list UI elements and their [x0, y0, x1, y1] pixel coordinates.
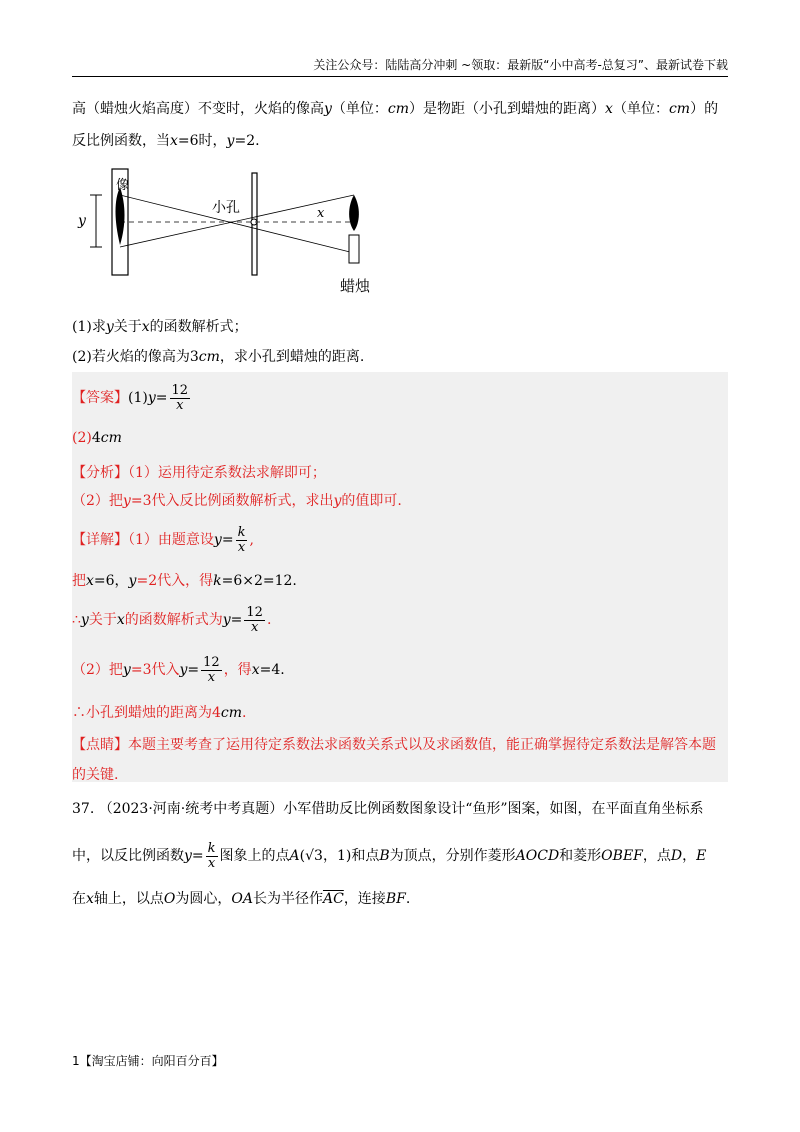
point-O: O [163, 891, 176, 907]
var-y: y [324, 101, 332, 117]
problem-text: ，连接 [343, 891, 386, 907]
answer-value: 4 [91, 430, 101, 446]
hole-label: 小孔 [212, 200, 240, 216]
var-x: x [86, 891, 94, 907]
arc-AC: $\overline{AC}$ [322, 891, 344, 907]
analysis-text: =3代入反比例函数解析式，求出 [130, 493, 334, 509]
var-y: y [213, 532, 222, 549]
punct: ， [682, 848, 697, 865]
detail-text: ，得 [223, 662, 252, 679]
page-footer: 1【淘宝店铺：向阳百分百】 [72, 1054, 224, 1068]
problem-text: 和菱形 [559, 848, 602, 865]
unit-cm: cm [387, 101, 410, 117]
var-x: x [116, 612, 125, 629]
problem-text: 为顶点，分别作菱形 [389, 848, 516, 865]
detail-text: 的函数解析式为 [124, 612, 223, 629]
fraction [236, 526, 248, 554]
intro-line-2 [72, 130, 260, 150]
detail-line-3: ∴y关于x的函数解析式为y= $\frac{12}{x}$ . [72, 605, 272, 635]
problem-37-line-3 [72, 888, 410, 908]
segment-BF: BF [385, 891, 406, 907]
problem-text: 中，以反比例函数 [72, 848, 184, 865]
frac-num: 12 [171, 383, 189, 398]
frac-den: x [251, 619, 259, 635]
unit-cm: cm [198, 349, 220, 365]
image-label: 像 [116, 178, 130, 193]
answer-line-2 [72, 430, 122, 446]
var-x: x [251, 662, 260, 679]
intro-text: 时， [198, 133, 227, 149]
comment-text: 本题主要考查了运用待定系数法求函数关系式以及求函数值，能正确掌握待定系数法是解答本题 [128, 737, 716, 753]
detail-line-1: 【详解】（1）由题意设y= $\frac{k}{x}$ , [72, 525, 254, 555]
fraction [244, 606, 265, 634]
var-y: y [184, 848, 192, 865]
q-text: (2)若火焰的像高为3 [72, 349, 199, 365]
problem-text: 长为半径作 [252, 891, 323, 907]
problem-text: 轴上，以点 [93, 891, 164, 907]
comment-text: 的关键. [72, 767, 119, 783]
analysis-line-1 [72, 462, 326, 482]
answer-line-1: 【答案】(1)y= $\frac{12}{x}$ [72, 383, 189, 413]
question-1 [72, 316, 248, 336]
intro-text: （单位： [612, 101, 669, 117]
intro-text: 高（蜡烛火焰高度）不变时，火焰的像高 [72, 101, 324, 117]
analysis-text: （1）运用待定系数法求解即可； [128, 465, 326, 481]
intro-line-1 [72, 98, 718, 118]
var-y: y [128, 573, 137, 589]
point-A: A [289, 848, 300, 865]
var-x: x [141, 319, 150, 335]
var-x: x [605, 101, 613, 117]
pinhole-camera-figure [72, 165, 392, 300]
frac-num: k [237, 525, 246, 540]
answer-text: (1) [128, 390, 148, 407]
unit-cm: cm [668, 101, 691, 117]
detail-text: （2）把 [72, 662, 123, 679]
detail-text: 把 [72, 573, 86, 589]
detail-text: =6， [93, 573, 129, 589]
detail-text: =6×2=12. [221, 573, 297, 589]
intro-text: ）是物距（小孔到蜡烛的距离） [409, 101, 606, 117]
analysis-line-2 [72, 490, 402, 510]
detail-tag: 【详解】 [72, 532, 128, 549]
comment-tag: 【点睛】 [72, 737, 128, 753]
var-y: y [226, 133, 235, 149]
problem-text: 为圆心， [175, 891, 232, 907]
problem-text: ，点 [642, 848, 671, 865]
page-header: 关注公众号：陆陆高分冲刺 ~领取：最新版“小中高考-总复习”、最新试卷下载 [72, 56, 728, 77]
detail-line-2: 把x=6，y=2代入，得k=6×2=12. [72, 573, 297, 589]
comment-line-2 [72, 764, 118, 784]
rhombus-OBEF: OBEF [601, 848, 643, 865]
unit-cm: cm [220, 705, 243, 721]
detail-text: ∴小孔到蜡烛的距离为4 [72, 705, 221, 721]
var-y: y [80, 612, 89, 629]
detail-text: =3代入 [130, 662, 180, 679]
q-text: 的函数解析式； [149, 319, 248, 335]
analysis-text: （2）把 [72, 493, 123, 509]
analysis-text: 的值即可. [341, 493, 402, 509]
detail-line-4: （2）把y=3代入y= $\frac{12}{x}$ ，得x=4. [72, 655, 285, 685]
rhombus-AOCD: AOCD [515, 848, 560, 865]
var-y: y [179, 662, 188, 679]
problem-text: 和点 [351, 848, 380, 865]
answer-label: (2) [72, 430, 92, 446]
y-label: y [78, 213, 86, 229]
var-x: x [86, 573, 94, 589]
comment-line-1 [72, 734, 716, 754]
x-label: x [317, 206, 325, 221]
answer-tag: 【答案】 [72, 390, 128, 407]
var-y: y [105, 319, 114, 335]
equation: =2 [234, 133, 256, 149]
problem-37-line-2: 中，以反比例函数y= $\frac{k}{x}$ 图象上的点A(√3，1)和点B为顶点，分别作菱形AOCD和菱形OBEF，点D，E [72, 841, 707, 871]
detail-text: ∴ [72, 612, 81, 629]
detail-text: （1）由题意设 [128, 532, 214, 549]
var-y: y [122, 493, 131, 509]
analysis-tag: 【分析】 [72, 465, 128, 481]
q-text: (1)求 [72, 319, 106, 335]
candle-body [349, 235, 359, 263]
intro-text: ）的 [690, 101, 719, 117]
problem-37-line-1 [72, 798, 704, 818]
punct: . [405, 891, 411, 907]
fraction [201, 656, 222, 684]
problem-text: 图象上的点 [219, 848, 290, 865]
var-y: y [222, 612, 231, 629]
punct: . [255, 133, 260, 149]
frac-den: x [237, 539, 246, 555]
var-x: x [170, 133, 178, 149]
q-text: ，求小孔到蜡烛的距离. [219, 349, 365, 365]
fraction [206, 842, 218, 870]
candle-flame [349, 195, 359, 231]
frac-den: x [176, 397, 184, 413]
var-y: y [333, 493, 342, 509]
var-y: y [122, 662, 131, 679]
detail-text: 关于 [88, 612, 117, 629]
frac-num: 12 [203, 655, 220, 670]
detail-text: =4. [259, 662, 285, 679]
frac-num: 12 [246, 605, 263, 620]
point-B: B [379, 848, 390, 865]
var-y: y [147, 390, 156, 407]
point-E: E [696, 848, 707, 865]
intro-text: （单位： [331, 101, 388, 117]
detail-text: =2代入，得 [136, 573, 214, 589]
equation: =6 [177, 133, 199, 149]
detail-line-5: ∴小孔到蜡烛的距离为4cm. [72, 705, 247, 721]
segment-OA: OA [231, 891, 253, 907]
intro-text: 反比例函数，当 [72, 133, 170, 149]
problem-text: 在 [72, 891, 86, 907]
problem-text: 37. （2023·河南·统考中考真题）小军借助反比例函数图象设计“鱼形”图案，如图，在平面直角坐标系 [72, 801, 704, 817]
question-2 [72, 346, 364, 366]
frac-num: k [207, 841, 216, 856]
q-text: 关于 [113, 319, 142, 335]
fraction [170, 384, 191, 412]
unit-cm: cm [100, 430, 122, 446]
candle-label: 蜡烛 [340, 277, 371, 295]
point-coords: (√3，1) [299, 848, 352, 865]
point-D: D [670, 848, 683, 865]
frac-den: x [207, 669, 216, 685]
frac-den: x [207, 855, 216, 871]
